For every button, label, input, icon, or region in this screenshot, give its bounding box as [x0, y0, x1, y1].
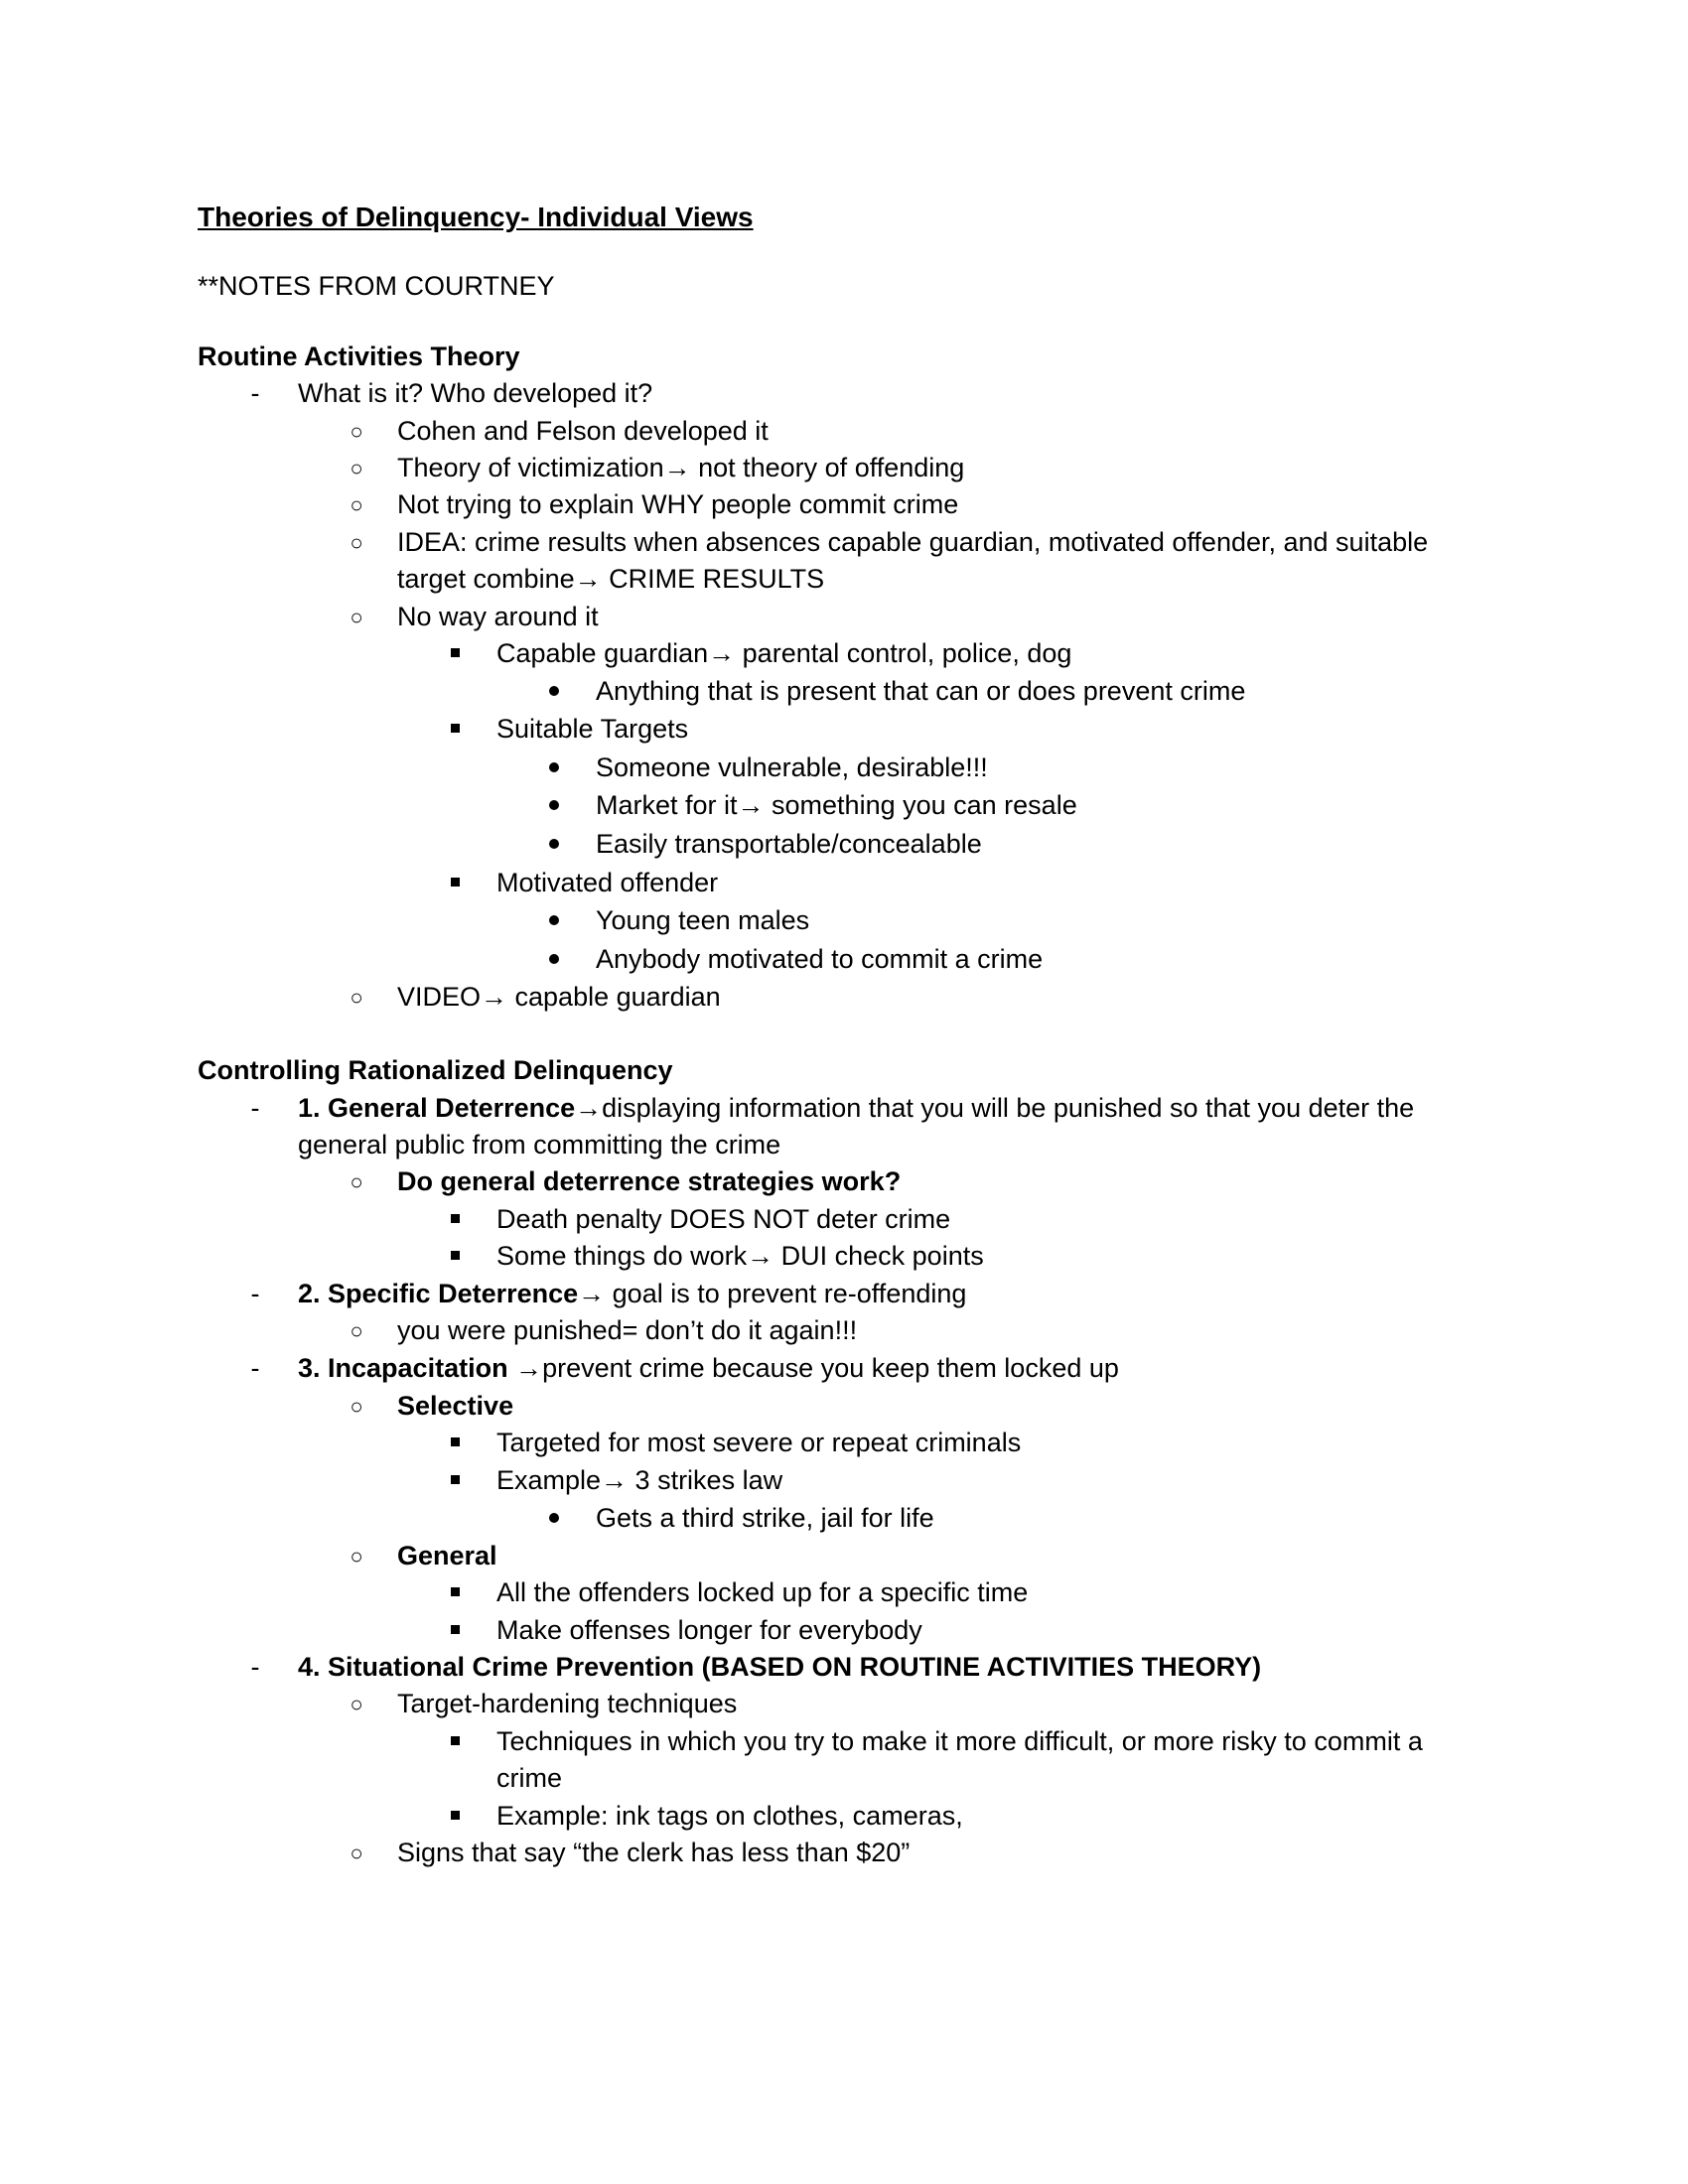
dash-bullet: - [250, 378, 260, 408]
circle-bullet: ○ [350, 1394, 363, 1419]
list-item: Young teen males [596, 905, 810, 935]
list-item: Death penalty DOES NOT deter crime [496, 1204, 951, 1234]
circle-bullet: ○ [350, 1544, 363, 1569]
list-item: Gets a third strike, jail for life [596, 1503, 934, 1533]
note-line: **NOTES FROM COURTNEY [198, 271, 555, 301]
disc-bullet [549, 954, 559, 964]
circle-bullet: ○ [350, 456, 363, 480]
circle-bullet: ○ [350, 1841, 363, 1865]
list-item: 4. Situational Crime Prevention (BASED ON ROUTINE ACTIVITIES THEORY) [298, 1652, 1262, 1682]
list-item: Theory of victimization→ not theory of offending [397, 453, 965, 482]
disc-bullet [549, 915, 559, 925]
disc-bullet [549, 839, 559, 849]
specific-deterrence-text: goal is to prevent re-offending [605, 1279, 967, 1308]
square-bullet [451, 878, 460, 887]
circle-bullet: ○ [350, 530, 363, 555]
incapacitation-text: prevent crime because you keep them locked up [542, 1353, 1119, 1383]
square-bullet [451, 724, 460, 733]
circle-bullet: ○ [350, 1692, 363, 1716]
list-item: General [397, 1541, 497, 1570]
list-item: Selective [397, 1391, 514, 1421]
circle-bullet: ○ [350, 1169, 363, 1194]
square-bullet [451, 1437, 460, 1446]
list-item: Market for it→ something you can resale [596, 790, 1077, 820]
square-bullet [451, 1811, 460, 1820]
general-deterrence-text: displaying information that you will be punished so that you deter the [602, 1093, 1415, 1123]
circle-bullet: ○ [350, 419, 363, 444]
list-item-continuation: crime [496, 1763, 562, 1793]
list-item: Not trying to explain WHY people commit crime [397, 489, 959, 519]
list-item: Suitable Targets [496, 714, 689, 744]
list-item: All the offenders locked up for a specific time [496, 1577, 1029, 1607]
square-bullet [451, 1475, 460, 1484]
list-item: Signs that say “the clerk has less than $20” [397, 1838, 911, 1867]
list-item [298, 1090, 1414, 1127]
square-bullet [451, 1214, 460, 1223]
list-item: Make offenses longer for everybody [496, 1615, 922, 1645]
list-item: Anybody motivated to commit a crime [596, 944, 1044, 974]
list-item: Easily transportable/concealable [596, 829, 982, 859]
section-heading-routine-activities: Routine Activities Theory [198, 341, 520, 371]
list-item: Capable guardian→ parental control, police, dog [496, 638, 1072, 668]
square-bullet [451, 1736, 460, 1745]
square-bullet [451, 1625, 460, 1634]
list-item: Example: ink tags on clothes, cameras, [496, 1801, 963, 1831]
dash-bullet: - [250, 1353, 260, 1383]
square-bullet [451, 1251, 460, 1260]
list-item: VIDEO→ capable guardian [397, 982, 721, 1012]
specific-deterrence-label: 2. Specific Deterrence→ [298, 1279, 606, 1308]
disc-bullet [549, 686, 559, 696]
list-item-continuation: general public from committing the crime [298, 1130, 781, 1160]
general-deterrence-label: 1. General Deterrence→ [298, 1093, 603, 1123]
list-item: Example→ 3 strikes law [496, 1465, 783, 1495]
list-item: Someone vulnerable, desirable!!! [596, 752, 988, 782]
list-item: Do general deterrence strategies work? [397, 1166, 902, 1196]
disc-bullet [549, 1513, 559, 1523]
dash-bullet: - [250, 1093, 260, 1123]
incapacitation-label: 3. Incapacitation → [298, 1353, 543, 1383]
list-item: Anything that is present that can or does prevent crime [596, 676, 1246, 706]
circle-bullet: ○ [350, 492, 363, 517]
square-bullet [451, 648, 460, 657]
list-item: Targeted for most severe or repeat criminals [496, 1428, 1022, 1457]
list-item: IDEA: crime results when absences capable guardian, motivated offender, and suitable [397, 527, 1429, 557]
list-item: you were punished= don’t do it again!!! [397, 1315, 858, 1345]
list-item: Techniques in which you try to make it more difficult, or more risky to commit a [496, 1726, 1423, 1756]
square-bullet [451, 1587, 460, 1596]
list-item: Some things do work→ DUI check points [496, 1241, 984, 1271]
list-item [298, 1350, 1119, 1387]
list-item: No way around it [397, 602, 599, 631]
section-heading-controlling-delinquency: Controlling Rationalized Delinquency [198, 1055, 673, 1085]
dash-bullet: - [250, 1279, 260, 1308]
disc-bullet [549, 800, 559, 810]
circle-bullet: ○ [350, 605, 363, 629]
list-item: Motivated offender [496, 868, 719, 897]
circle-bullet: ○ [350, 1318, 363, 1343]
dash-bullet: - [250, 1652, 260, 1682]
list-item: What is it? Who developed it? [298, 378, 653, 408]
disc-bullet [549, 762, 559, 772]
circle-bullet: ○ [350, 985, 363, 1010]
list-item: Target-hardening techniques [397, 1689, 738, 1718]
list-item-continuation: target combine→ CRIME RESULTS [397, 564, 825, 594]
list-item: Cohen and Felson developed it [397, 416, 769, 446]
document-title: Theories of Delinquency- Individual Views [198, 202, 754, 232]
list-item [298, 1276, 966, 1312]
